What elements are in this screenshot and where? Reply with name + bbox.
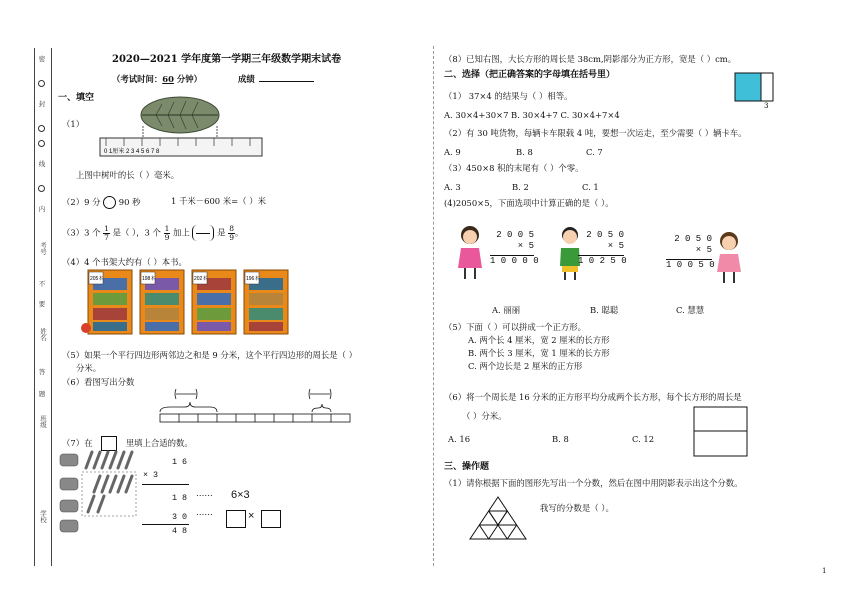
q5-line2: 分米。	[76, 363, 102, 373]
shelf-label: 202本	[194, 276, 208, 282]
column-divider	[433, 46, 434, 566]
calc-row3: 1 8	[172, 493, 188, 503]
calc-rule	[142, 484, 189, 485]
c5-text: （5）下面（ ）可以拼成一个正方形。	[444, 322, 586, 332]
binding-char: 内	[38, 205, 46, 213]
c1-text: （1） 37×4 的结果与（ ）相等。	[444, 91, 573, 101]
score-field[interactable]: 成绩	[238, 74, 314, 85]
c6-square-figure	[693, 406, 749, 458]
c4-text: (4)2050×5，下面选项中计算正确的是（ ）。	[444, 198, 614, 208]
counting-sticks-figure	[58, 448, 138, 538]
shelf-label: 196本	[246, 276, 260, 282]
shelf-label: 198本	[142, 276, 156, 282]
calc-row5: 4 8	[172, 526, 188, 536]
c3-option-a: A. 3	[444, 182, 461, 192]
calc-dots: ……	[196, 488, 213, 498]
girl-huihui-icon	[714, 230, 744, 286]
calc-row1: 1 6	[172, 457, 188, 467]
calc-row2: × 3	[143, 470, 159, 480]
segment-fraction-figure	[150, 385, 360, 430]
calc-dots: ……	[196, 507, 213, 517]
c2-text: （2）有 30 吨货物，每辆卡车限载 4 吨，要想一次运走，至少需要（ ）辆卡车。	[444, 128, 747, 138]
q3: （3）3 个 $\frac{1}{7}$ 是（ ），3 个 $\frac{1}{9}$ 加上 是 $\frac{8}{9}$ 。	[62, 224, 244, 242]
q1-text: 上图中树叶的长（ ）毫米。	[76, 170, 180, 180]
q7: （7）在 里填上合适的数。	[62, 436, 193, 451]
c3-option-b: B. 2	[512, 182, 529, 192]
c5-option-a: A. 两个长 4 厘米，宽 2 厘米的长方形	[468, 335, 610, 345]
binding-char: 答	[38, 368, 46, 376]
c6-option-c: C. 12	[632, 434, 655, 444]
section-operation: 三、操作题	[444, 462, 490, 472]
binding-circle	[38, 140, 45, 147]
leaf-ruler-figure	[96, 90, 266, 160]
c6-line1: （6）将一个周长是 16 分米的正方形平均分成两个长方形，每个长方形的周长是	[444, 392, 742, 402]
section-choice: 二、选择（把正确答案的字母填在括号里）	[444, 70, 616, 80]
girl-lili-icon	[455, 224, 485, 282]
q4-text: （4）4 个书架大约有（ ）本书。	[62, 257, 187, 267]
q1-number: （1）	[62, 119, 85, 129]
page-title: 2020—2021 学年度第一学期三年级数学期末试卷	[112, 54, 342, 65]
c6-option-a: A. 16	[448, 434, 471, 444]
binding-char: 封	[38, 100, 46, 108]
q8-rectangle-figure	[734, 72, 776, 108]
binding-char: 线	[38, 160, 46, 168]
op1-text: （1）请你根据下面的图形先写出一个分数，然后在图中用阴影表示出这个分数。	[444, 478, 743, 488]
calc-huihui: 2 0 5 0 × 5 1 0 0 5 0	[666, 234, 715, 270]
binding-label-xingming: 姓名	[39, 328, 47, 341]
c4-option-a: A. 丽丽	[492, 305, 521, 315]
exam-time: （考试时间：60 分钟）	[112, 74, 202, 84]
binding-circle	[38, 80, 45, 87]
calc-times: ×	[248, 510, 255, 522]
binding-circle	[38, 185, 45, 192]
q6-text: （6）看图写出分数	[62, 377, 135, 387]
binding-label-kaohao: 考号	[39, 242, 47, 255]
q2-unit-conversion: 1 千米－600 米=（ ）米	[171, 196, 266, 206]
calc-answer-box[interactable]	[261, 510, 281, 528]
q2: （2）9 分 90 秒	[62, 197, 141, 207]
c2-option-b: B. 8	[516, 147, 533, 157]
page-number: 1	[822, 567, 827, 575]
calc-answer-box[interactable]	[226, 510, 246, 528]
calc-expr: 6×3	[231, 489, 250, 501]
c3-text: （3）450×8 积的末尾有（ ）个零。	[444, 163, 584, 173]
binding-label-xuexiao: 学校	[39, 510, 47, 523]
c2-option-c: C. 7	[586, 147, 603, 157]
section-fill-in: 一、填空	[58, 93, 95, 103]
c1-options: A. 30×4+30×7 B. 30×4+7 C. 30×4+7×4	[444, 110, 620, 120]
c4-option-c: C. 慧慧	[676, 305, 705, 315]
calc-row4: 3 0	[172, 512, 188, 522]
calc-congcong: 2 0 5 0 × 5 1 0 2 5 0	[578, 230, 627, 266]
c3-option-c: C. 1	[582, 182, 599, 192]
q8-fig-label: 3	[764, 102, 769, 108]
binding-char: 题	[38, 390, 46, 398]
binding-char: 不	[38, 280, 46, 288]
c6-option-b: B. 8	[552, 434, 569, 444]
q8-text: （8）已知右图，大长方形的周长是 38cm,阴影部分为正方形，宽是（ ）cm。	[444, 54, 737, 64]
bookshelves-figure	[80, 268, 300, 336]
triangle-grid-figure[interactable]	[468, 495, 528, 541]
calc-lili: 2 0 0 5 × 5 1 0 0 0 0	[490, 230, 539, 266]
compare-circle[interactable]	[103, 196, 116, 209]
c6-line2: （ ）分米。	[462, 411, 507, 421]
calc-rule	[142, 524, 189, 525]
c5-option-c: C. 两个边长是 2 厘米的正方形	[468, 361, 583, 371]
c2-option-a: A. 9	[444, 147, 461, 157]
c4-option-b: B. 聪聪	[590, 305, 619, 315]
op1-answer: 我写的分数是（ ）。	[540, 503, 614, 513]
fraction-blank[interactable]	[192, 225, 214, 241]
q5-line1: （5）如果一个平行四边形两邻边之和是 9 分米，这个平行四边形的周长是（ ）	[62, 350, 358, 360]
binding-label-banji: 班级	[39, 415, 47, 428]
binding-char: 密	[38, 55, 46, 63]
binding-char: 要	[38, 300, 46, 308]
ruler-scale: 0 1厘米 2 3 4 5 6 7 8	[104, 149, 160, 155]
binding-circle	[38, 125, 45, 132]
shelf-label: 205本	[90, 276, 104, 282]
c5-option-b: B. 两个长 3 厘米，宽 1 厘米的长方形	[468, 348, 610, 358]
